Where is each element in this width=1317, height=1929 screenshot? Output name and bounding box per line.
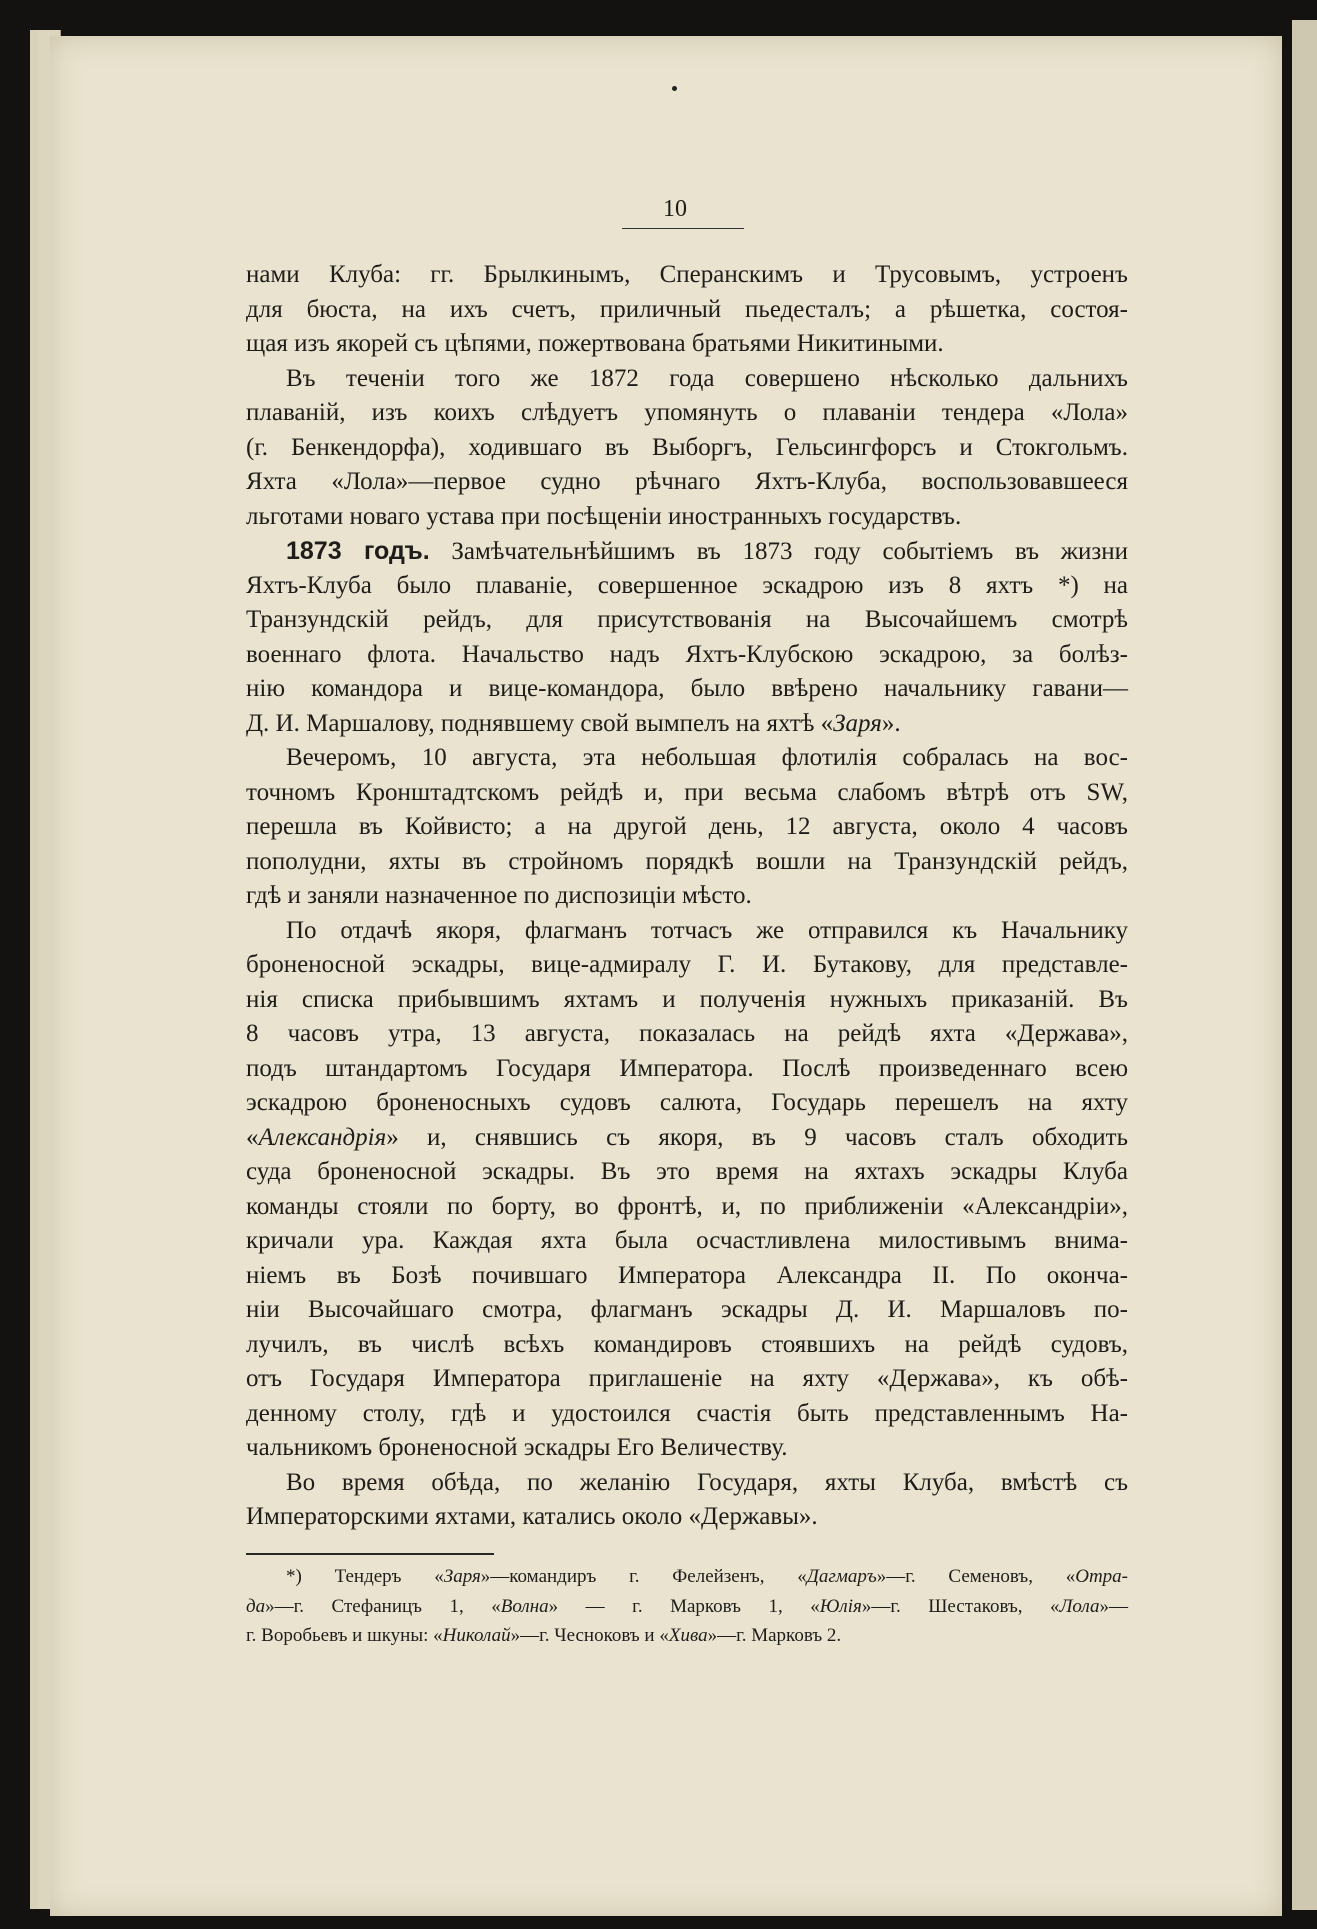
text-run: Во время обѣда, по желанію Государя, яхты Клуба, вмѣстѣ съ [286,1468,1128,1496]
text-run: перешла въ Койвисто; а на другой день, 12 августа, около 4 часовъ [246,813,1128,840]
text-line [246,1155,1128,1190]
text-run: Замѣчательнѣйшимъ въ 1873 году событіемъ въ жизни [429,538,1129,565]
text-run: нія списка прибывшимъ яхтамъ и полученія нужныхъ приказаній. Въ [246,985,1128,1013]
text-line [246,914,1128,949]
text-line [246,1397,1128,1432]
footnote-line [246,1562,1128,1592]
italic-name: Хива [668,1625,708,1646]
text-run: ніи Высочайшаго смотра, флагманъ эскадры Д. И. Маршаловъ по- [246,1296,1128,1323]
text-run: команды стояли по борту, во фронтѣ, и, по приближеніи «Александріи», [246,1192,1128,1220]
text-run: ». [881,709,901,737]
text-run: точномъ Кронштадтскомъ рейдѣ и, при весьма слабомъ вѣтрѣ отъ SW, [246,778,1128,806]
text-run: Императорскими яхтами, катались около «Державы». [246,1503,818,1530]
text-line [246,1259,1128,1294]
italic-name: Волна [500,1595,549,1617]
text-run: подъ штандартомъ Государя Императора. Послѣ произведеннаго всею [246,1054,1128,1082]
ink-speck [672,86,677,91]
text-line [246,741,1128,776]
text-line [246,1362,1128,1397]
text-line [246,327,1128,362]
text-run: лучилъ, въ числѣ всѣхъ командировъ стоявшихъ на рейдѣ судовъ, [246,1330,1128,1358]
text-run: денному столу, гдѣ и удостоился счастія быть представленнымъ На- [246,1399,1128,1427]
text-run: пополудни, яхты въ стройномъ порядкѣ вошли на Транзундскій рейдъ, [246,847,1128,875]
text-line [246,810,1128,845]
italic-name: да [246,1595,266,1617]
text-line [246,672,1128,707]
text-run: « [246,1123,259,1151]
text-line [246,431,1128,466]
text-run: »—г. Марковъ 2. [707,1625,842,1646]
text-run: Д. И. Маршалову, поднявшему свой вымпелъ на яхтѣ « [246,709,834,737]
page-number: 10 [663,196,687,222]
section-heading: 1873 годъ. [286,537,430,565]
text-line [246,500,1128,535]
text-line [246,707,1128,742]
text-line [246,293,1128,328]
text-run: Вечеромъ, 10 августа, эта небольшая флотилія собралась на вос- [286,744,1128,771]
text-line [246,396,1128,431]
text-line [246,258,1128,293]
text-run: »—г. Семеновъ, « [876,1566,1076,1587]
text-line [246,1017,1128,1052]
text-run: »— [1099,1595,1128,1617]
text-line [246,1500,1128,1535]
text-run: По отдачѣ якоря, флагманъ тотчасъ же отправился къ Начальнику [286,916,1128,944]
italic-name: Лола [1059,1595,1100,1617]
footnote-line [246,1592,1128,1622]
facing-page-edge [1292,20,1317,1910]
text-run: кричали ура. Каждая яхта была осчастливлена милостивымъ внима- [246,1227,1128,1254]
text-line [246,465,1128,500]
text-line [246,776,1128,811]
text-run: нію командора и вице-командора, было ввѣрено начальнику гавани— [246,675,1128,702]
text-run: (г. Бенкендорфа), ходившаго въ Выборгъ, Гельсингфорсъ и Стокгольмъ. [246,433,1128,461]
text-run: 8 часовъ утра, 13 августа, показалась на рейдѣ яхта «Держава», [246,1020,1128,1047]
text-run: эскадрою броненосныхъ судовъ салюта, Государь перешелъ на яхту [246,1089,1128,1116]
text-line [246,1293,1128,1328]
text-run: суда броненосной эскадры. Въ это время на яхтахъ эскадры Клуба [246,1158,1128,1185]
italic-name: Дагмаръ [806,1566,877,1587]
italic-name: Николай [442,1625,511,1646]
italic-name: Отра- [1075,1566,1128,1587]
text-line [246,1086,1128,1121]
text-line [246,1466,1128,1501]
text-line [246,1431,1128,1466]
italic-name: Заря [833,709,882,737]
text-run: »—г. Стефаницъ 1, « [265,1595,501,1617]
text-line [246,879,1128,914]
text-run: для бюста, на ихъ счетъ, приличный пьедесталъ; а рѣшетка, состоя- [246,295,1128,323]
text-run: Въ теченіи того же 1872 года совершено нѣсколько дальнихъ [286,364,1128,392]
text-run: военнаго флота. Начальство надъ Яхтъ-Клубскою эскадрою, за болѣз- [246,640,1128,668]
text-run: плаваній, изъ коихъ слѣдуетъ упомянуть о плаваніи тендера «Лола» [246,399,1128,426]
text-run: ніемъ въ Бозѣ почившаго Императора Александра II. По оконча- [246,1261,1128,1289]
text-line [246,1190,1128,1225]
text-line [246,845,1128,880]
footnote [246,1562,1128,1651]
text-run: » и, снявшись съ якоря, въ 9 часовъ сталъ обходить [386,1123,1128,1151]
italic-name: Заря [443,1566,481,1587]
main-text [246,258,1128,1535]
text-line [246,638,1128,673]
text-run: гдѣ и заняли назначенное по диспозиціи мѣсто. [246,882,752,909]
text-line [246,1121,1128,1156]
text-run: » — г. Марковъ 1, « [548,1595,820,1617]
text-run: *) Тендеръ « [286,1566,444,1587]
text-line [246,1224,1128,1259]
text-run: нами Клуба: гг. Брылкинымъ, Сперанскимъ и Трусовымъ, устроенъ [246,261,1128,288]
text-line [246,362,1128,397]
text-run: »—г. Шестаковъ, « [861,1595,1060,1617]
text-line [246,948,1128,983]
text-run: г. Воробьевъ и шкуны: « [246,1625,443,1646]
text-line [246,569,1128,604]
text-run: броненосной эскадры, вице-адмиралу Г. И. Бутакову, для представле- [246,951,1128,978]
text-line [246,983,1128,1018]
italic-name: Александрія [258,1123,387,1151]
italic-name: Юлія [819,1595,862,1617]
text-line [246,1328,1128,1363]
page-number-rule [622,228,744,229]
text-line [246,534,1128,569]
text-run: льготами новаго устава при посѣщеніи иностранныхъ государствъ. [246,502,962,530]
text-run: Транзундскій рейдъ, для присутствованія на Высочайшемъ смотрѣ [246,606,1128,633]
text-run: отъ Государя Императора приглашеніе на яхту «Держава», къ обѣ- [246,1365,1128,1392]
text-run: щая изъ якорей съ цѣпями, пожертвована братьями Никитиными. [246,330,944,357]
text-run: чальникомъ броненосной эскадры Его Величеству. [246,1434,788,1461]
text-line [246,1052,1128,1087]
footnote-line [246,1621,1128,1651]
text-run: Яхтъ-Клуба было плаваніе, совершенное эскадрою изъ 8 яхтъ *) на [246,571,1128,599]
text-run: »—г. Чесноковъ и « [510,1625,669,1646]
footnote-separator [246,1553,494,1555]
text-run: Яхта «Лола»—первое судно рѣчнаго Яхтъ-Клуба, воспользовавшееся [246,468,1128,495]
text-line [246,603,1128,638]
text-run: »—командиръ г. Фелейзенъ, « [480,1566,807,1587]
